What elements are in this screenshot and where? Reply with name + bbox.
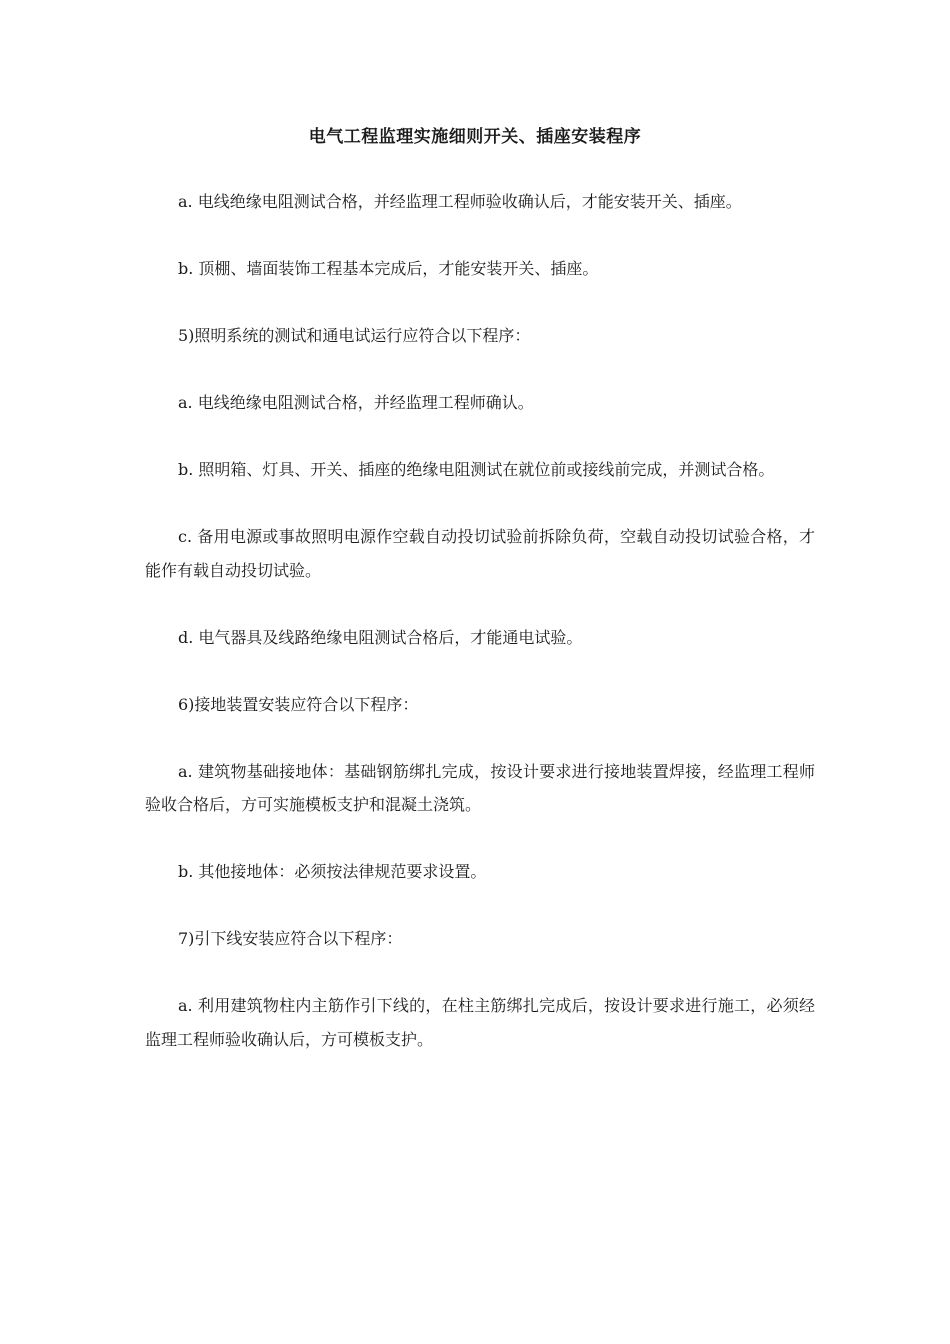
paragraph-5a: a. 电线绝缘电阻测试合格，并经监理工程师确认。	[178, 393, 534, 412]
section-7-heading: 7)引下线安装应符合以下程序：	[178, 929, 403, 948]
document-body	[145, 185, 815, 1056]
section-6-heading: 6)接地装置安装应符合以下程序：	[178, 694, 419, 714]
paragraph-6b: b. 其他接地体：必须按法律规范要求设置。	[178, 862, 487, 881]
paragraph-b-ceiling-wall: b. 顶棚、墙面装饰工程基本完成后，才能安装开关、插座。	[178, 259, 599, 278]
paragraph-5b: b. 照明箱、灯具、开关、插座的绝缘电阻测试在就位前或接线前完成，并测试合格。	[178, 460, 775, 479]
section-5-heading: 5)照明系统的测试和通电试运行应符合以下程序：	[178, 326, 531, 345]
paragraph-5d: d. 电气器具及线路绝缘电阻测试合格后，才能通电试验。	[178, 627, 583, 647]
paragraph-6a: a. 建筑物基础接地体：基础钢筋绑扎完成，按设计要求进行接地装置焊接，经监理工程师验收合格后，方可实施模板支护和混凝土浇筑。	[145, 761, 815, 814]
paragraph-5c: c. 备用电源或事故照明电源作空载自动投切试验前拆除负荷，空载自动投切试验合格，才能作有载自动投切试验。	[145, 527, 815, 580]
paragraph-7a: a. 利用建筑物柱内主筋作引下线的，在柱主筋绑扎完成后，按设计要求进行施工，必须经监理工程师验收确认后，方可模板支护。	[145, 996, 815, 1049]
paragraph-a-wire-insulation: a. 电线绝缘电阻测试合格，并经监理工程师验收确认后，才能安装开关、插座。	[178, 192, 742, 211]
document-title: 电气工程监理实施细则开关、插座安装程序	[308, 127, 642, 147]
